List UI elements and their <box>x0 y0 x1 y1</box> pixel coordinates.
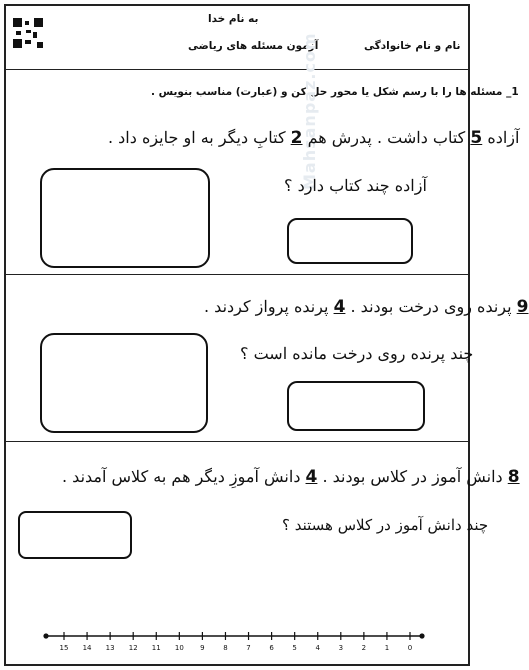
number-line-right-end <box>419 633 424 638</box>
student-name-label: نام و نام خانوادگی <box>364 40 461 52</box>
problem-1-answer-box[interactable] <box>287 218 413 264</box>
number-line-label-12: 12 <box>128 644 138 652</box>
number-line-label-9: 9 <box>200 644 205 652</box>
number-line-label-1: 1 <box>384 644 390 652</box>
problem-1-number-a: 5 <box>470 128 483 148</box>
header-divider <box>6 69 468 70</box>
problem-3-answer-box[interactable] <box>18 511 132 559</box>
number-line-label-10: 10 <box>174 644 184 652</box>
number-line-ticks <box>60 632 413 652</box>
number-line-label-6: 6 <box>269 644 274 652</box>
problem-1-number-b: 2 <box>290 128 303 148</box>
number-line-label-5: 5 <box>292 644 297 652</box>
problem-3-number-a: 8 <box>507 467 520 487</box>
problem-2-statement: 9 پرنده روی درخت بودند . 4 پرنده پرواز کردند . <box>204 297 529 317</box>
exam-title: آزمون مسئله های ریاضی <box>188 40 319 52</box>
problem-2-number-a: 9 <box>516 297 529 317</box>
basmala: به نام خدا <box>208 13 259 25</box>
number-line-label-13: 13 <box>105 644 115 652</box>
number-line-label-2: 2 <box>361 644 367 652</box>
section-divider-1 <box>6 274 468 275</box>
number-line <box>40 628 428 652</box>
instruction-text: 1_ مسئله ها را با رسم شکل یا محور حل کن و (عبارت) مناسب بنویس . <box>151 86 519 98</box>
number-line-label-8: 8 <box>223 644 228 652</box>
number-line-label-7: 7 <box>246 644 251 652</box>
problem-1-drawing-box[interactable] <box>40 168 210 268</box>
problem-3-number-b: 4 <box>305 467 318 487</box>
number-line-label-14: 14 <box>82 644 92 652</box>
number-line-label-11: 11 <box>151 644 161 652</box>
problem-2-answer-box[interactable] <box>287 381 425 431</box>
problem-1-question: آزاده چند کتاب دارد ؟ <box>284 176 427 195</box>
site-watermark: Mahsanpaz.com <box>300 32 319 190</box>
problem-1-statement: آزاده 5 کتاب داشت . پدرش هم 2 کتابِ دیگر به او جایزه داد . <box>108 128 520 148</box>
section-divider-2 <box>6 441 468 442</box>
problem-2-question: چند پرنده روی درخت مانده است ؟ <box>240 344 474 363</box>
problem-2-drawing-box[interactable] <box>40 333 208 433</box>
number-line-label-15: 15 <box>59 644 69 652</box>
number-line-label-0: 0 <box>407 644 413 652</box>
number-line-label-3: 3 <box>338 644 344 652</box>
problem-2-number-b: 4 <box>333 297 346 317</box>
qr-code <box>13 18 43 48</box>
number-line-label-4: 4 <box>315 644 320 652</box>
problem-3-question: چند دانش آموز در کلاس هستند ؟ <box>282 516 489 534</box>
number-line-left-end <box>43 633 48 638</box>
problem-3-statement: 8 دانش آموز در کلاس بودند . 4 دانش آموزِ دیگر هم به کلاس آمدند . <box>62 467 520 487</box>
